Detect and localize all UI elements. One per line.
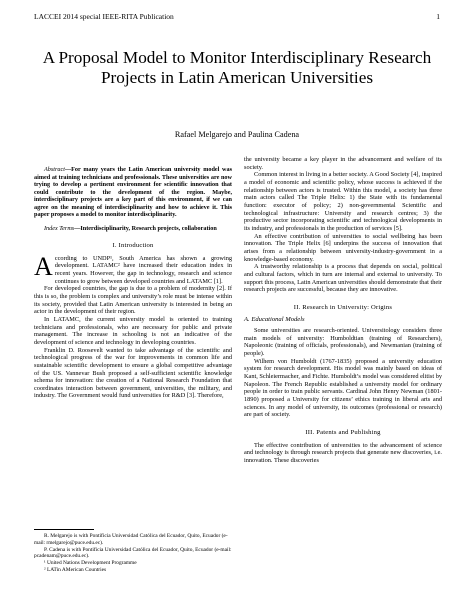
drop-cap: A (34, 251, 53, 281)
section-heading-patents-publishing: III. Patents and Publishing (305, 429, 381, 436)
left-column (34, 166, 232, 400)
publication-name: LACCEI 2014 special IEEE-RITA Publication (34, 12, 174, 21)
page-number: 1 (436, 12, 440, 21)
right-paragraph-2: Common interest in living in a better society. A Good Society [4], inspired a model of economic and scientific policy, whose success is achieved if the relationship between actors is trusted. Within this model, a society has three main actors called The Triple Helix: 1) the State with its fundamental function: executor of policy; 2) non-governmental Scientific and technological infrastructure: University and research centres; 3) the productive sector incorporating scientific and technological developments in its industry, and professionals in the production of services [5]. (244, 171, 442, 232)
page-header (34, 12, 440, 24)
footnote-author-2: P. Cadena is with Pontificia Universidad Católica del Ecuador, Quito, Ecuador (e-mail: pcadenam@puce.edu.ec). (34, 546, 232, 560)
intro-paragraph-3: In LATAMC, the current university model is oriented to training technicians and professionals, who are necessary for public and private management. The increase in schooling is not an indicative of the development of science and technology in developing countries. (34, 315, 232, 346)
index-terms (34, 225, 232, 233)
right-paragraph-4: A trustworthy relationship is a process that depends on social, political and cultural factors, which in turn are internal and external to university. To support this process, Latin American universities should demonstrate that their research projects are successful, because they are innovative. (244, 263, 442, 294)
footnote-author-1: R. Melgarejo is with Pontificia Universidad Católica del Ecuador, Quito, Ecuador (e-mail: rmelgarejo@puce.edu.ec). (34, 533, 228, 546)
footnote-undp: ¹ United Nations Development Programme (44, 560, 137, 567)
right-paragraph-3: An effective contribution of universities to social wellbeing has been innovation. The Triple Helix [6] underpins the success of innovation that arises from a relationship between university-industry-government in a knowledge-based economy. (244, 232, 442, 263)
section-heading-research-origins: II. Research in University: Origins (293, 303, 393, 311)
abstract-lead: Abstract (44, 166, 65, 173)
intro-paragraph-1-text: ccording to UNDP¹, South America has shown a growing development. LATAMC² have increased their education index in recent years. However, the gap in technology, research and science continues to grow between developed countries and LATAMC [1]. (54, 254, 232, 285)
abstract (34, 166, 232, 219)
index-terms-lead: Index Terms (44, 224, 75, 232)
intro-paragraph-4: Franklin D. Roosevelt wanted to take advantage of the scientific and technological progress of the war for improvements in common life and sustainable scientific development to ensure a global competitive advantage of the US. Vannevar Bush proposed a self-sufficient scientific knowledge schema for innovation: the creation of a National Research Foundation that coordinates interaction between government, universities, the military, and industry. The Government would fund universities for R&D [3]. Therefore, (34, 346, 232, 400)
footnote-rule (34, 529, 94, 530)
section3-paragraph-1: The effective contribution of universities to the advancement of science and technology is through research projects that generate new discoveries, i.e. innovation. These discoveries (244, 441, 442, 464)
footnote-latamc: ² LATin AMerican Countries (44, 566, 107, 573)
intro-paragraph-1 (34, 251, 232, 286)
section-heading-introduction: I. Introduction (112, 242, 154, 249)
right-column (244, 156, 442, 465)
section2-paragraph-2: Wilhem von Humboldt (1767-1835) proposed a university education system for research development. His model was mainly based on ideas of Kant, Schleiermacher, and Fichte. Humboldt’s model was considered elitist by Napoleon. The French Republic established a university model for ordinary people in order to train public servants. Cardinal John Henry Newman (1801-1890) proposed a University for citizens’ ethics training in liberal arts and sciences. In any model of university, its outcomes (professional or research) are part of society. (244, 357, 442, 419)
paper-title: A Proposal Model to Monitor Interdisciplinary Research Projects in Latin American Universities (42, 48, 432, 87)
abstract-text: —For many years the Latin American university model was aimed at training technicians and professionals. These universities are now trying to develop a pertinent environment for scientific innovation that could contribute to the development of the region. Maybe, interdisciplinary projects are a key part of this environment, if we can agree on the meaning of interdisciplinarity and how to achieve it. This paper proposes a model to monitor interdisciplinarity. (34, 166, 232, 218)
footnotes (34, 529, 232, 574)
paper-authors: Rafael Melgarejo and Paulina Cadena (174, 130, 300, 139)
section2-paragraph-1: Some universities are research-oriented. Universitology considers three main models of university: Humboldtian (training of Researchers), Napoleonic (training of officials, professionals), and Newmanian (training of people). (244, 327, 442, 358)
right-paragraph-1: the university became a key player in the advancement and welfare of its society. (244, 156, 442, 171)
subsection-heading-educational-models: A. Educational Models (244, 316, 305, 324)
index-terms-text: —Interdisciplinarity, Research projects, collaboration (74, 224, 217, 232)
intro-paragraph-2: For developed countries, the gap is due to a problem of modernity [2]. If this is so, the problem is complex and university’s role must be intense within its society, provided that Latin American university is interested in being an actor in the development of their region. (34, 285, 232, 316)
